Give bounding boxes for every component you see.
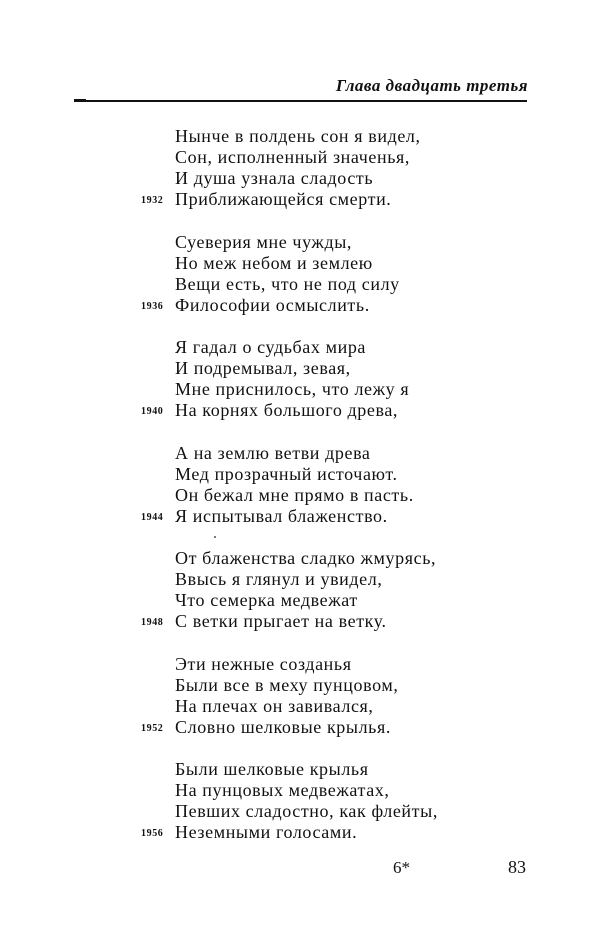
verse-line: Он бежал мне прямо в пасть. (175, 484, 414, 505)
verse-line-numbered (141, 822, 535, 843)
verse-line-numbered (141, 611, 535, 632)
stanza (141, 126, 535, 210)
verse-line: И подремывал, зевая, (175, 358, 351, 378)
verse-line: А на землю ветви древа (175, 442, 371, 463)
poem-body (141, 126, 535, 865)
verse-line: Я гадал о судьбах мира (175, 337, 367, 357)
verse-line: Вещи есть, что не под силу (175, 273, 400, 294)
line-number: 1936 (141, 300, 164, 312)
stanza (141, 337, 535, 421)
verse-line: Но меж небом и землею (175, 252, 373, 273)
line-number: 1952 (141, 722, 164, 734)
verse-line: На плечах он завивался, (175, 695, 374, 716)
running-head-title: Глава двадцать третья (335, 76, 528, 95)
line-number: 1940 (141, 406, 164, 417)
verse-text: С ветки прыгает на ветку. (175, 611, 387, 631)
verse-line: На пунцовых медвежатах, (175, 780, 390, 800)
verse-text: Философии осмыслить. (175, 294, 370, 315)
line-number: 1956 (141, 828, 164, 839)
verse-line: Певших сладостно, как флейты, (175, 801, 438, 821)
line-number: 1932 (141, 195, 164, 206)
verse-text: На корнях большого древа, (175, 400, 399, 420)
stanza (141, 653, 535, 738)
printer-signature-mark: 6* (393, 858, 410, 877)
verse-line: Сон, исполненный значенья, (175, 147, 411, 167)
verse-text: Словно шелковые крылья. (175, 716, 391, 737)
verse-line: Ввысь я глянул и увидел, (175, 569, 383, 589)
verse-text: Приближающейся смерти. (175, 189, 392, 209)
verse-line-numbered (141, 400, 535, 421)
verse-line-numbered (141, 189, 535, 210)
verse-line-numbered (141, 294, 535, 316)
stanza (141, 231, 535, 316)
verse-line: Мед прозрачный источают. (175, 463, 398, 484)
verse-line: Суеверия мне чужды, (175, 231, 353, 252)
page-number: 83 (508, 857, 526, 877)
stanza (141, 548, 535, 632)
verse-line-numbered (141, 716, 535, 738)
verse-text: Я испытывал блаженство. (175, 505, 388, 526)
verse-line: Были все в меху пунцовом, (175, 674, 399, 695)
line-number: 1948 (141, 617, 164, 628)
verse-line: И душа узнала сладость (175, 168, 374, 188)
stanza (141, 442, 535, 527)
verse-line-numbered (141, 505, 535, 527)
stanza (141, 759, 535, 843)
verse-line: Были шелковые крылья (175, 759, 369, 779)
line-number: 1944 (141, 511, 164, 523)
verse-line: Мне приснилось, что лежу я (175, 379, 410, 399)
print-speck (214, 536, 216, 538)
verse-line: Что семерка медвежат (175, 590, 358, 610)
verse-line: Эти нежные созданья (175, 653, 352, 674)
verse-line: Нынче в полдень сон я видел, (175, 126, 421, 146)
verse-text: Неземными голосами. (175, 822, 358, 842)
header-rule (74, 100, 527, 102)
verse-line: От блаженства сладко жмурясь, (175, 548, 437, 568)
